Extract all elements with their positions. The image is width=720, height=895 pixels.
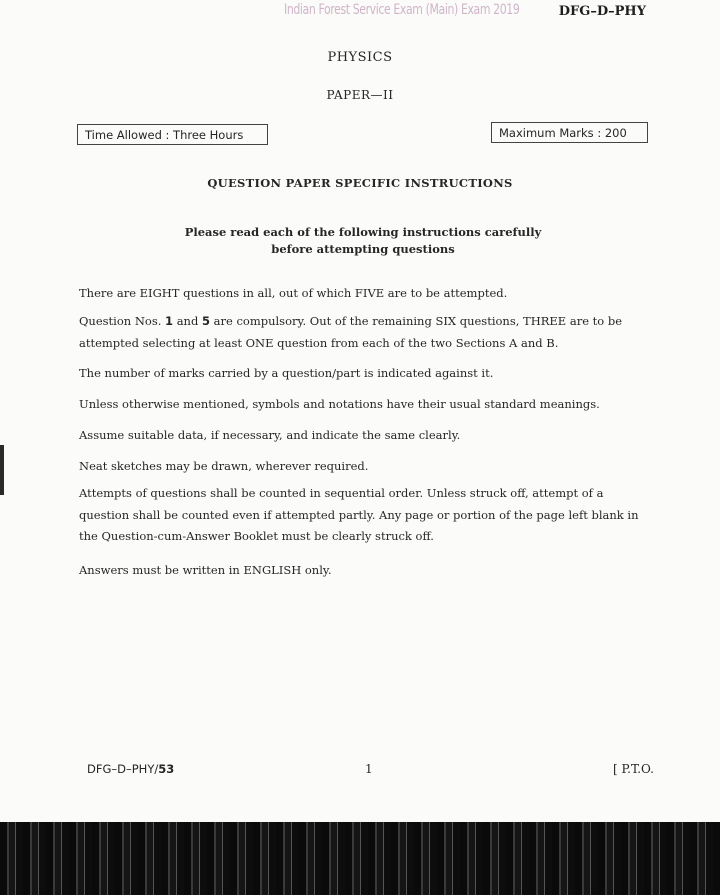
maximum-marks-box: Maximum Marks : 200	[491, 122, 648, 143]
time-allowed-box: Time Allowed : Three Hours	[77, 124, 268, 145]
scan-margin-mark	[0, 445, 4, 495]
page-number: 1	[365, 762, 373, 776]
instruction-compulsory-questions	[79, 310, 654, 354]
p2-mid: and	[173, 314, 202, 328]
p2-post: are compulsory. Out of the remaining SIX questions, THREE are to be attempted selecting at least ONE question from each of the two Sections A and B.	[79, 314, 623, 350]
document-code: DFG–D–PHY	[558, 4, 646, 19]
instruction-attempts: Attempts of questions shall be counted in sequential order. Unless struck off, attempt of a question shall be counted even if attempted partly. Any page or portion of the page left blank in the Question-cum-Answer Booklet must be clearly struck off.	[79, 486, 639, 543]
p2-pre: Question Nos.	[79, 314, 166, 328]
footer-code-number: 53	[158, 762, 175, 776]
instruction-sketches: Neat sketches may be drawn, wherever required.	[79, 459, 369, 473]
read-note-line-1: Please read each of the following instructions carefully	[184, 225, 542, 239]
footer-document-code	[87, 762, 174, 776]
instruction-marks: The number of marks carried by a question/part is indicated against it.	[79, 366, 494, 380]
subject-title: PHYSICS	[327, 50, 393, 65]
instructions-heading: QUESTION PAPER SPECIFIC INSTRUCTIONS	[207, 176, 513, 190]
scanner-background	[0, 822, 720, 895]
read-note-line-2: before attempting questions	[271, 242, 455, 256]
instruction-data: Assume suitable data, if necessary, and indicate the same clearly.	[79, 428, 461, 442]
watermark: Indian Forest Service Exam (Main) Exam 2019	[284, 2, 520, 18]
instruction-question-count: There are EIGHT questions in all, out of which FIVE are to be attempted.	[79, 286, 508, 300]
instruction-language: Answers must be written in ENGLISH only.	[79, 563, 332, 577]
question-number-1: 1	[165, 314, 174, 328]
footer-code-text: DFG–D–PHY/	[87, 762, 159, 776]
instruction-symbols: Unless otherwise mentioned, symbols and notations have their usual standard meanings.	[79, 397, 600, 411]
paper-number: PAPER—II	[326, 88, 394, 102]
please-turn-over: [ P.T.O.	[613, 762, 654, 776]
question-number-5: 5	[201, 314, 210, 328]
read-instructions-note	[0, 224, 720, 258]
